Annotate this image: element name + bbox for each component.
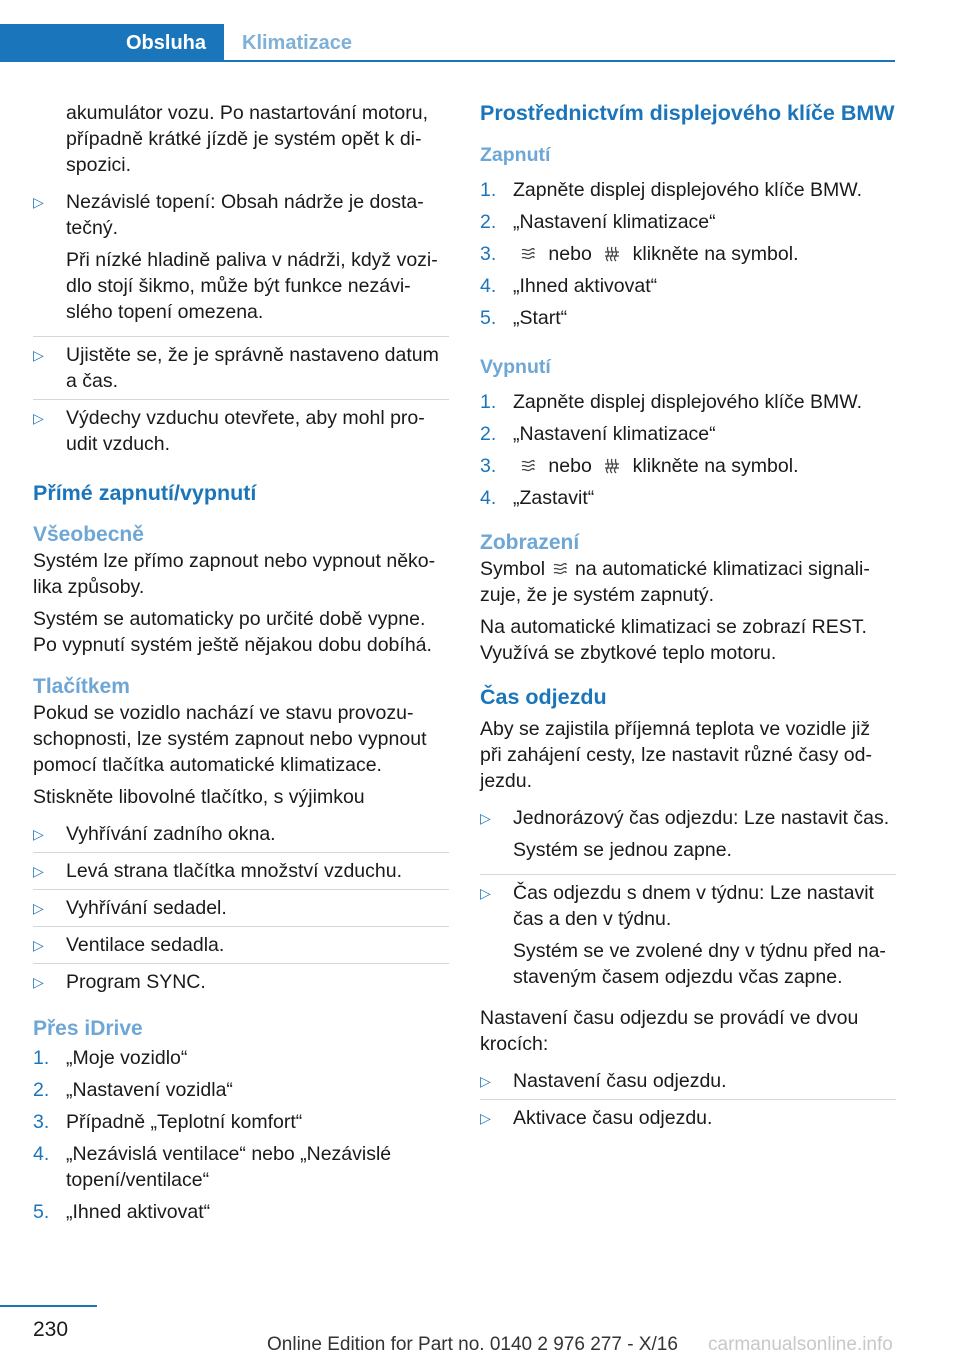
triangle-right-icon: ▷ [33,937,44,953]
header-chapter-tab: Klimatizace [242,32,353,54]
triangle-right-icon: ▷ [480,885,491,901]
idrive-steps [33,1042,449,1228]
switch-off-steps [480,386,896,514]
heading-direct-on-off: Přímé zapnutí/vypnutí [33,481,257,505]
header-section-tab: Obsluha [0,24,224,62]
display-paragraph-1: Symbol na automatické klimatizaci signalizuje, že je systém zapnutý. [480,558,870,606]
triangle-right-icon: ▷ [33,194,44,210]
list-item: 1. „Moje vozidlo“ [33,1047,188,1069]
triangle-right-icon: ▷ [33,410,44,426]
left-column [33,100,449,1228]
departure-type-list [480,800,896,1001]
page-header [0,24,895,62]
heading-switch-off: Vypnutí [480,356,551,378]
list-item: 3. nebo klikněte na symbol. [480,455,799,477]
list-item: ▷ Nastavení času odjezdu. [480,1070,727,1092]
list-item-detail: Při nízké hladině paliva v nádrži, když vozidlo stojí šikmo, může být funkce nezávislého topení omezena. [66,249,438,323]
general-paragraph-1: Systém lze přímo zapnout nebo vypnout několika způsoby. [33,550,436,598]
list-item: 1. Zapněte displej displejového klíče BMW. [480,391,863,413]
list-item: ▷ Nezávislé topení: Obsah nádrže je dostatečný. Při nízké hladině paliva v nádrži, když vozidlo stojí šikmo, může být funkce nezávislého topení omezena. [33,184,449,336]
list-item: ▷ Ujistěte se, že je správně nastaveno datum a čas. [33,336,449,399]
button-paragraph-2: Stiskněte libovolné tlačítko, s výjimkou [33,786,365,808]
ventilation-icon [519,456,537,474]
heating-ventilation-icon [603,244,621,262]
triangle-right-icon: ▷ [33,347,44,363]
triangle-right-icon: ▷ [480,1073,491,1089]
prerequisite-list [33,184,449,462]
heading-switch-on: Zapnutí [480,144,551,166]
list-item: 1. Zapněte displej displejového klíče BMW. [480,179,863,201]
switch-on-steps [480,174,896,334]
departure-paragraph-2: Nastavení času odjezdu se provádí ve dvou krocích: [480,1007,859,1055]
heading-display-key: Prostřednictvím displejového klíče BMW [480,101,895,125]
departure-steps-list [480,1063,896,1136]
list-item: 4. „Nezávislá ventilace“ nebo „Nezávislé topení/ventilace“ [33,1143,392,1191]
list-item: 3. Případně „Teplotní komfort“ [33,1111,303,1133]
triangle-right-icon: ▷ [480,1110,491,1126]
heating-ventilation-icon [603,456,621,474]
list-item: 3. nebo klikněte na symbol. [480,243,799,265]
button-paragraph-1: Pokud se vozidlo nachází ve stavu provozuschopnosti, lze systém zapnout nebo vypnout pomocí tlačítka automatické klimatizace. [33,702,427,776]
list-item: ▷ Program SYNC. [33,963,449,1000]
display-paragraph-2: Na automatické klimatizaci se zobrazí REST. Využívá se zbytkové teplo motoru. [480,616,867,664]
heading-display: Zobrazení [480,531,580,554]
triangle-right-icon: ▷ [33,900,44,916]
list-item: ▷ Čas odjezdu s dnem v týdnu: Lze nastavit čas a den v týdnu. Systém se ve zvolené dny v týdnu před nastaveným časem odjezdu včas zapne. [480,874,896,1001]
ventilation-icon [519,244,537,262]
list-item: 5. „Ihned aktivovat“ [33,1201,211,1223]
list-item: ▷ Levá strana tlačítka množství vzduchu. [33,852,449,889]
list-item: 2. „Nastavení klimatizace“ [480,423,716,445]
list-item-detail: Systém se jednou zapne. [513,839,732,861]
list-item: 4. „Zastavit“ [480,487,595,509]
departure-paragraph-1: Aby se zajistila příjemná teplota ve vozidle již při zahájení cesty, lze nastavit různé časy odjezdu. [480,718,872,792]
page-number: 230 [33,1318,69,1341]
list-item: ▷ Výdechy vzduchu otevřete, aby mohl proudit vzduch. [33,399,449,462]
list-item: 4. „Ihned aktivovat“ [480,275,658,297]
list-item: ▷ Ventilace sedadla. [33,926,449,963]
triangle-right-icon: ▷ [480,810,491,826]
list-item-detail: Systém se ve zvolené dny v týdnu před nastaveným časem odjezdu včas zapne. [513,940,886,988]
triangle-right-icon: ▷ [33,863,44,879]
list-item: ▷ Jednorázový čas odjezdu: Lze nastavit čas. Systém se jednou zapne. [480,800,896,874]
general-paragraph-2: Systém se automaticky po určité době vypne. Po vypnutí systém ještě nějakou dobu dobíhá. [33,608,432,656]
heading-departure-time: Čas odjezdu [480,685,607,709]
list-item: 5. „Start“ [480,307,568,329]
right-column [480,100,896,1136]
heading-general: Všeobecně [33,523,144,546]
footer-rule [0,1305,97,1307]
edition-note: Online Edition for Part no. 0140 2 976 277 - X/16 [267,1334,678,1355]
list-item: 2. „Nastavení vozidla“ [33,1079,233,1101]
list-item: ▷ Aktivace času odjezdu. [480,1099,896,1136]
list-item: 2. „Nastavení klimatizace“ [480,211,716,233]
heading-idrive: Přes iDrive [33,1017,143,1040]
heading-button: Tlačítkem [33,675,130,698]
triangle-right-icon: ▷ [33,826,44,842]
ventilation-icon [551,559,569,577]
list-item: ▷ Vyhřívání zadního okna. [33,823,276,845]
list-item: ▷ Vyhřívání sedadel. [33,889,449,926]
watermark: carmanualsonline.info [708,1334,893,1355]
intro-paragraph: akumulátor vozu. Po nastartování motoru, případně krátké jízdě je systém opět k dispozici. [66,102,429,176]
triangle-right-icon: ▷ [33,974,44,990]
button-exception-list [33,816,449,1000]
